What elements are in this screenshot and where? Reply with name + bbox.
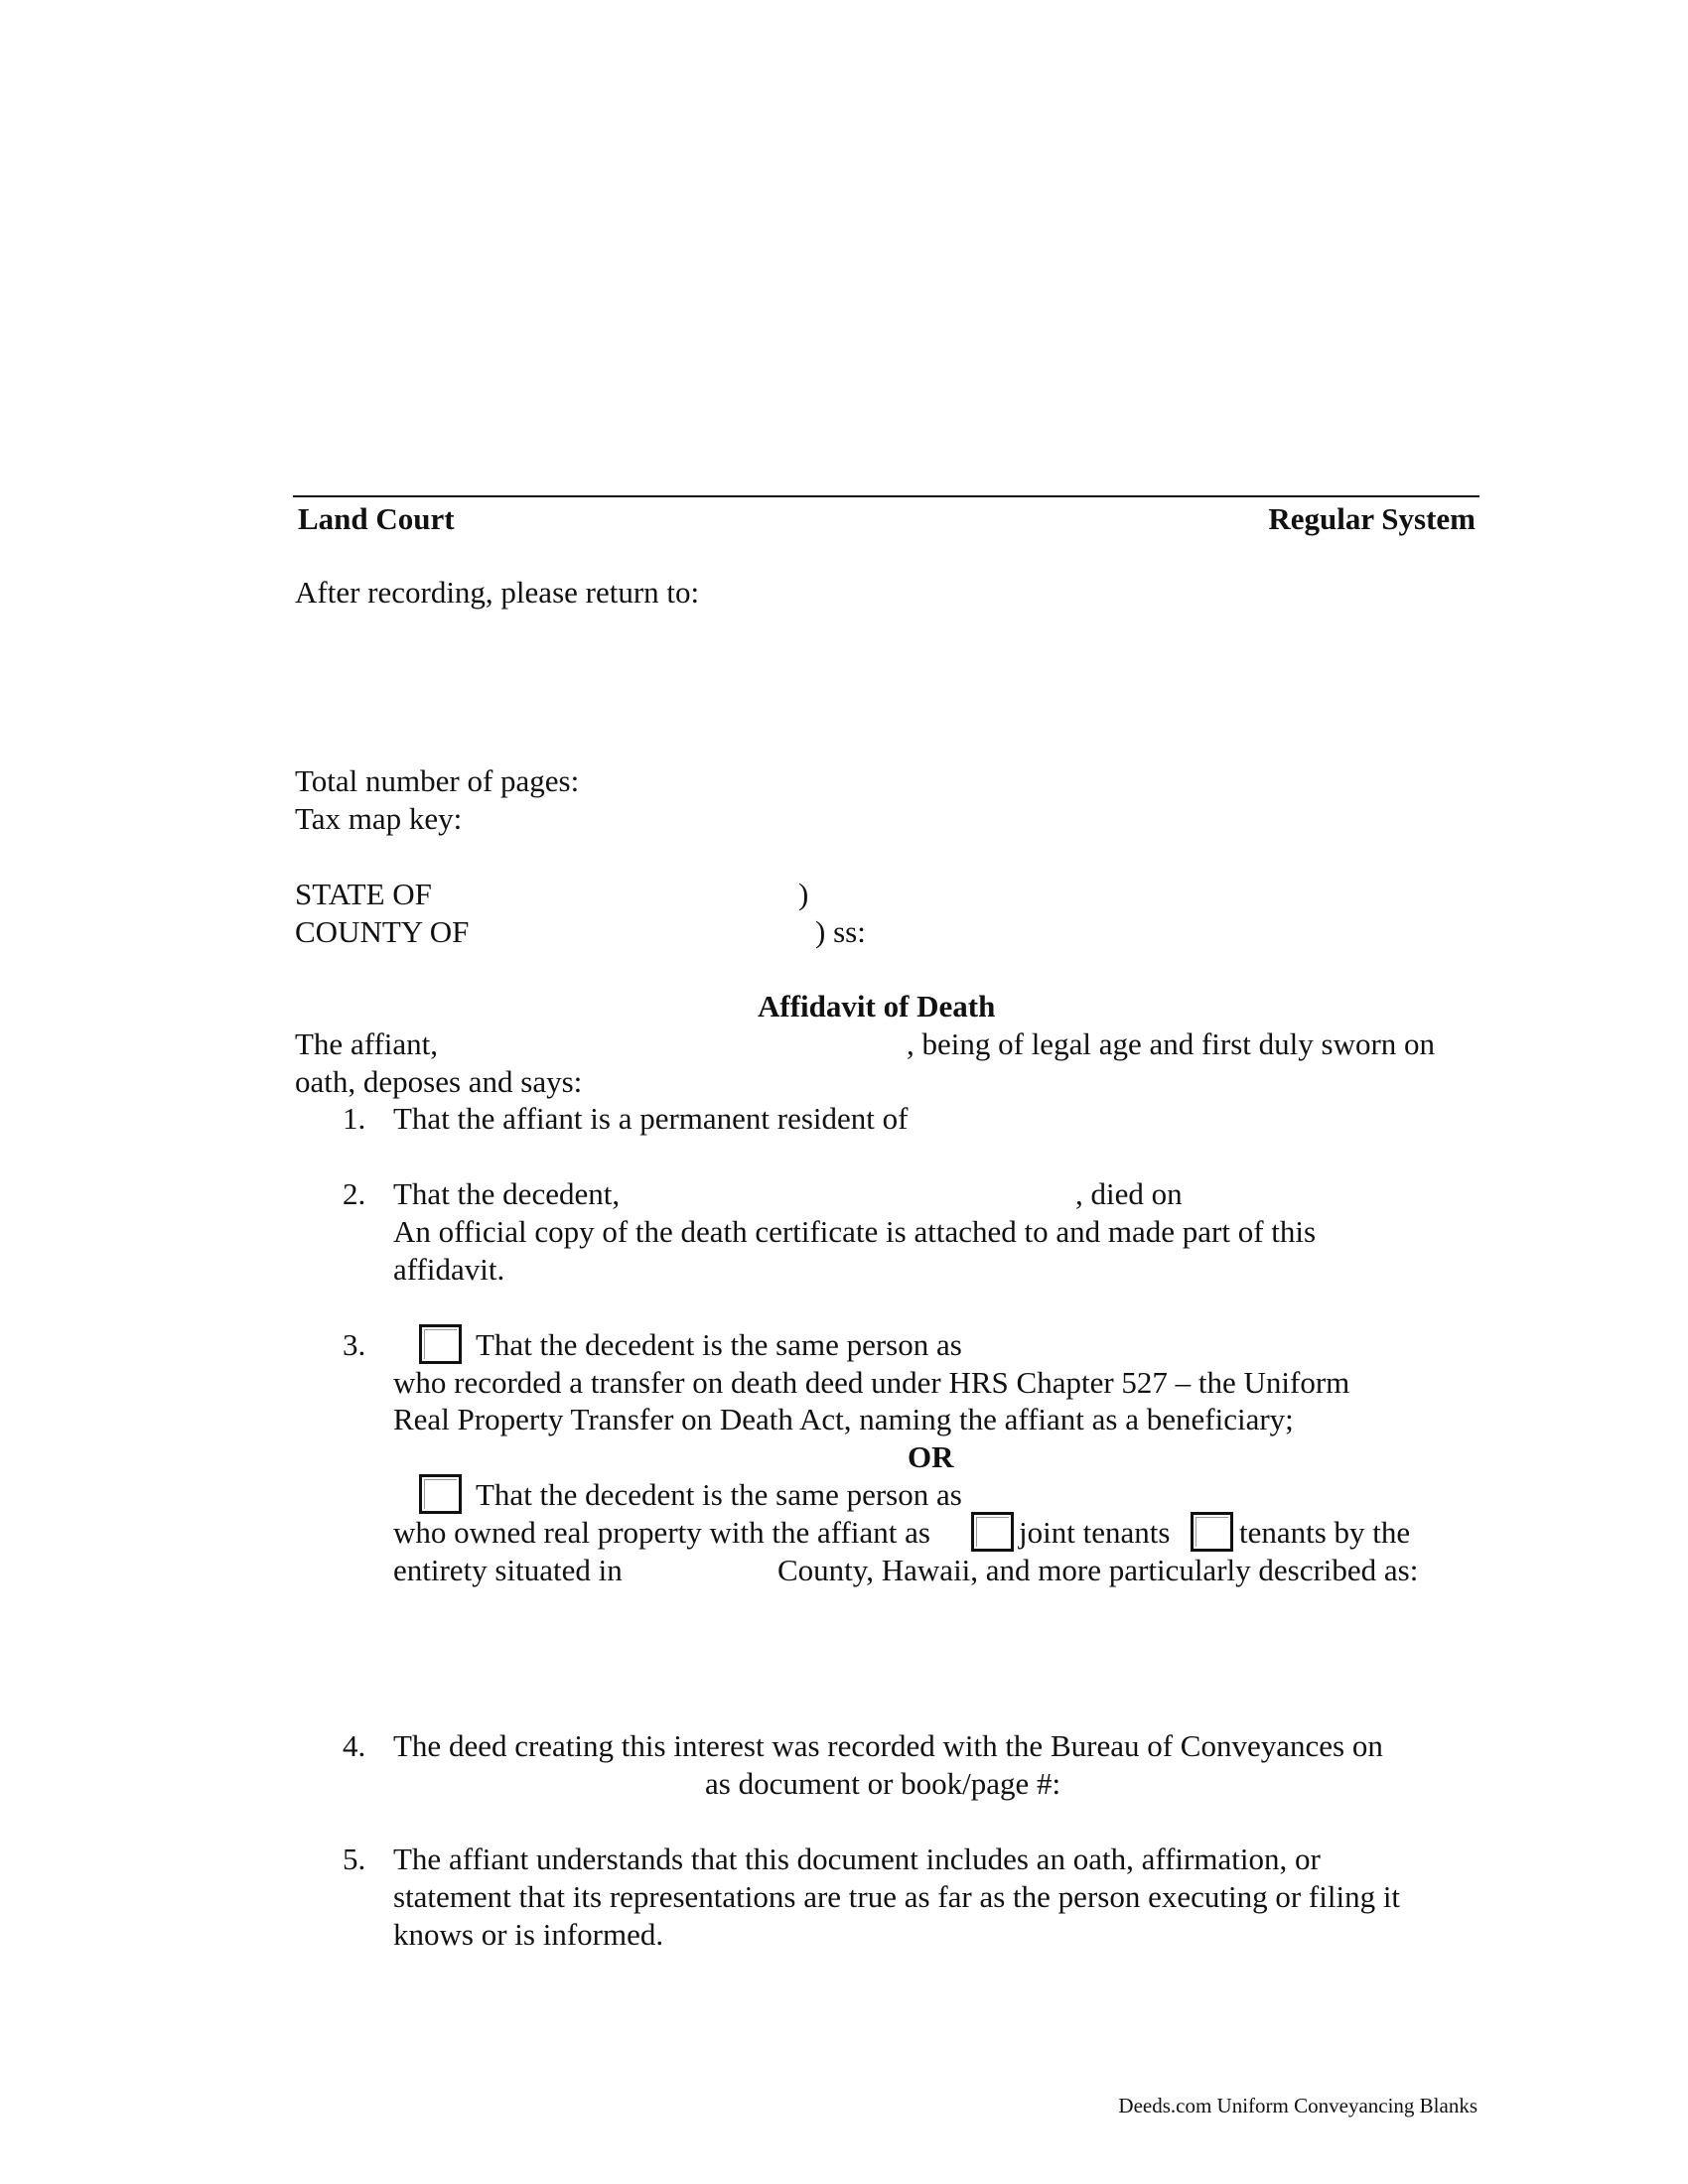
item-3-text-d: That the decedent is the same person as <box>476 1477 962 1512</box>
item-2-number: 2. <box>343 1176 366 1211</box>
item-2-text-c: An official copy of the death certificate is attached to and made part of this <box>393 1214 1317 1249</box>
item-1-number: 1. <box>343 1101 366 1136</box>
county-paren-ss: ) ss: <box>815 914 866 949</box>
item-3-text-a: That the decedent is the same person as <box>476 1327 962 1362</box>
item-5-text-b: statement that its representations are true as far as the person executing or filing it <box>393 1879 1401 1914</box>
item-4-text-b: as document or book/page #: <box>705 1766 1061 1801</box>
item-2-text-d: affidavit. <box>393 1252 505 1287</box>
header-rule <box>293 495 1479 497</box>
footer-text: Deeds.com Uniform Conveyancing Blanks <box>1118 2094 1477 2117</box>
joint-tenants-label: joint tenants <box>1019 1515 1171 1550</box>
joint-ownership-checkbox[interactable] <box>419 1474 462 1514</box>
state-paren: ) <box>798 877 809 911</box>
item-3-text-f: entirety situated in <box>393 1553 623 1587</box>
item-5-text-a: The affiant understands that this document includes an oath, affirmation, or <box>393 1842 1321 1876</box>
tenants-by-entirety-checkbox[interactable] <box>1191 1512 1233 1552</box>
item-5-text-c: knows or is informed. <box>393 1917 664 1952</box>
land-court-label: Land Court <box>298 501 455 536</box>
item-3-text-c: Real Property Transfer on Death Act, naming the affiant as a beneficiary; <box>393 1402 1294 1436</box>
intro-line2: oath, deposes and says: <box>295 1064 583 1099</box>
tax-map-key-label: Tax map key: <box>295 801 463 836</box>
tenants-by-entirety-label: tenants by the <box>1239 1515 1411 1550</box>
intro-end: , being of legal age and first duly sworn on <box>907 1026 1436 1061</box>
total-pages-label: Total number of pages: <box>295 763 580 798</box>
state-of-label: STATE OF <box>295 877 432 911</box>
item-3-text-e: who owned real property with the affiant as <box>393 1515 930 1550</box>
item-3-number: 3. <box>343 1327 366 1362</box>
item-1-text: That the affiant is a permanent resident of <box>393 1101 909 1136</box>
item-5-number: 5. <box>343 1842 366 1876</box>
item-3-text-g: County, Hawaii, and more particularly described as: <box>777 1553 1419 1587</box>
tod-deed-checkbox[interactable] <box>419 1324 462 1364</box>
item-4-number: 4. <box>343 1728 366 1763</box>
document-title: Affidavit of Death <box>758 989 996 1024</box>
return-to-label: After recording, please return to: <box>295 575 700 610</box>
or-separator: OR <box>908 1439 954 1474</box>
item-2-text-b: , died on <box>1075 1176 1183 1211</box>
county-of-label: COUNTY OF <box>295 914 470 949</box>
intro-start: The affiant, <box>295 1026 439 1061</box>
item-4-text-a: The deed creating this interest was recorded with the Bureau of Conveyances on <box>393 1728 1383 1763</box>
joint-tenants-checkbox[interactable] <box>971 1512 1014 1552</box>
item-3-text-b: who recorded a transfer on death deed under HRS Chapter 527 – the Uniform <box>393 1365 1350 1400</box>
regular-system-label: Regular System <box>1268 501 1476 536</box>
item-2-text-a: That the decedent, <box>393 1176 621 1211</box>
